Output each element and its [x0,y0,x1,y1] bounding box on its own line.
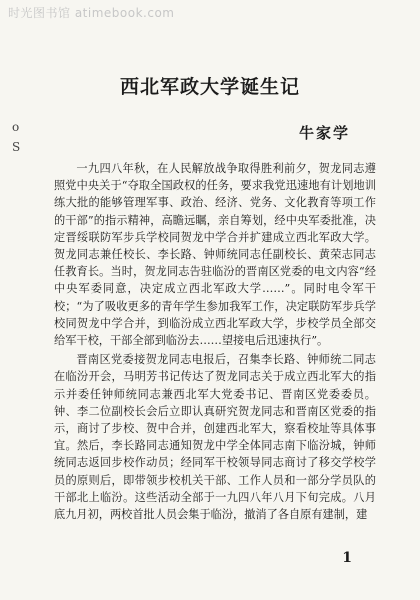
watermark: 时光图书馆 atimebook.com [8,6,175,20]
article-body [54,160,376,523]
paragraph: 晋南区党委接贺龙同志电报后，召集李长路、钟师统二同志在临汾开会，马明芳书记传达了贺龙同志关于成立西北军大的指示并委任钟师统同志兼西北军大党委书记、晋南区党委委员。钟、李二位副校长会后立即认真研究贺龙同志和晋南区党委的指示，商讨了步校、贺中合并，创建西北军大，察看校址等具体事宜。然后，李长路同志通知贺龙中学全体同志南下临汾城，钟师统同志返回步校作动员；经同军干校领导同志商讨了移交学校学员的原则后，即带领步校机关干部、工作人员和一部分学员队的干部北上临汾。这些活动全部于一九四八年八月下旬完成。八月底九月初，两校首批人员会集于临汾，撤消了各自原有建制，建 [54,353,376,522]
article-title: 西北军政大学诞生记 [119,76,300,98]
page-number: 1 [342,550,352,566]
paragraph: 一九四八年秋，在人民解放战争取得胜利前夕，贺龙同志遵照党中央关于“夺取全国政权的任务，要求我党迅速地有计划地训练大批的能够管理军事、政治、经济、党务、文化教育等项工作的干部”的指示精神，高瞻远瞩，亲自筹划，经中央军委批准，决定晋绥联防军步兵学校同贺龙中学合并扩建成立西北军政大学。贺龙同志兼任校长、李长路、钟师统同志任副校长、黄荣志同志任教育长。当时，贺龙同志告驻临汾的晋南区党委的电文内容“经中央军委同意，决定成立西北军政大学……”。同时电令军干校；“为了吸收更多的青年学生参加我军工作，决定联防军步兵学校同贺龙中学合并，到临汾成立西北军政大学，步校学员全部交给军干校，干部全部到临汾去……望接电后迅速执行”。 [54,162,376,348]
margin-mark: o [12,120,20,134]
margin-mark: S [12,140,21,154]
author-name: 牛家学 [298,124,350,142]
